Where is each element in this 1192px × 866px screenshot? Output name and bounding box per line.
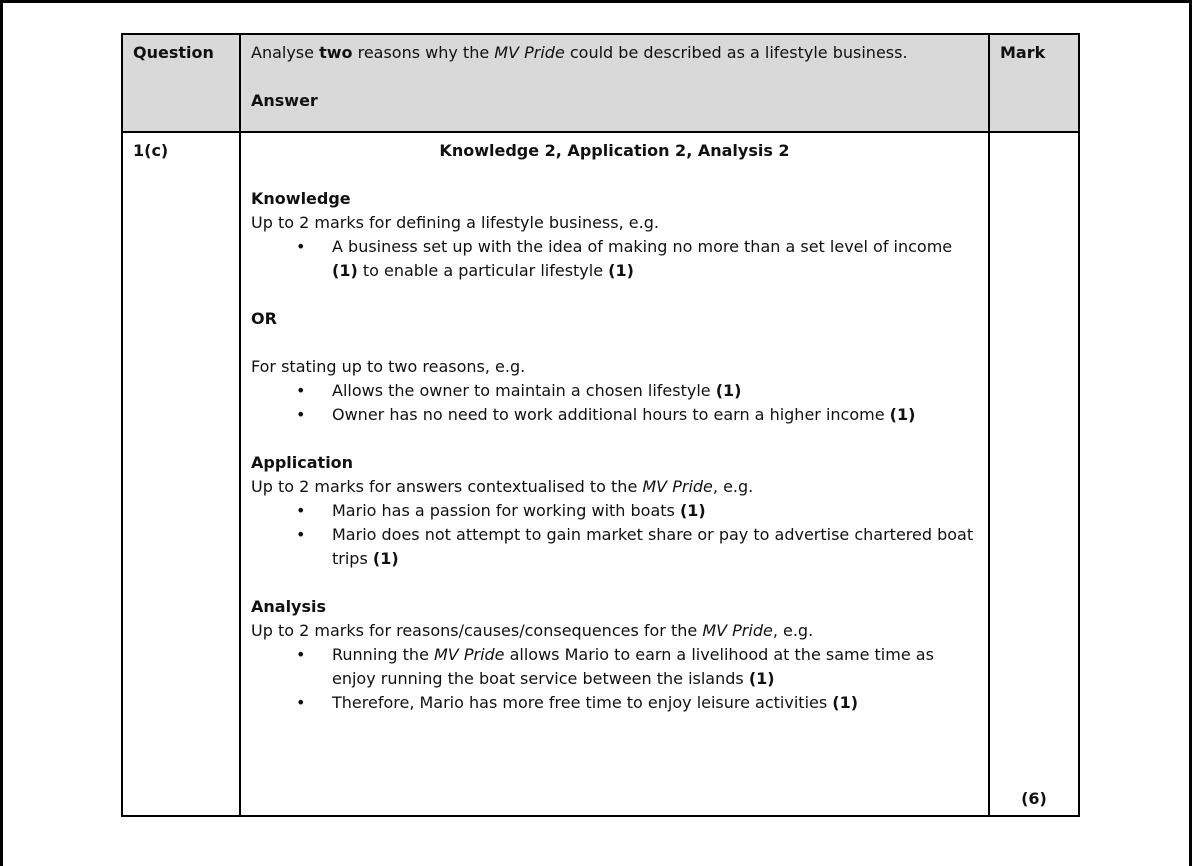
centered-heading [251,139,978,163]
text-segment: , e.g. [712,477,754,496]
bullet-text [332,691,978,715]
text-segment: to enable a particular lifestyle [357,261,609,280]
text-segment: Mario has a passion for working with boats [332,501,680,520]
bullet-text [332,643,978,691]
text-segment: , e.g. [772,621,814,640]
text-segment: A business set up with the idea of making no more than a set level of income [332,237,953,256]
text-segment: OR [251,309,277,328]
text-segment: (1) [608,261,634,280]
paragraph [251,619,978,643]
text-segment: Analysis [251,597,327,616]
text-segment: MV Pride [434,645,505,664]
markscheme-table [121,33,1080,817]
mark-header-cell [989,34,1079,132]
question-number: 1(c) [133,141,169,160]
blank-line [251,331,978,355]
bullet-item [251,403,978,427]
table-body-row [122,132,1079,816]
text-segment: Analyse [251,43,320,62]
text-segment: (1) [832,693,859,712]
bullet-icon: • [296,645,306,664]
text-segment: could be described as a lifestyle business. [564,43,908,62]
text-segment: Therefore, Mario has more free time to enjoy leisure activities [332,693,833,712]
paragraph [251,187,978,211]
bullet-item [251,379,978,403]
text-segment: (1) [332,261,358,280]
bullet-item [251,499,978,523]
bullet-text [332,235,978,283]
text-segment: (1) [372,549,399,568]
bullet-text [332,403,978,427]
text-segment: Allows the owner to maintain a chosen lifestyle [332,381,716,400]
text-segment: MV Pride [642,477,713,496]
text-segment: (1) [715,381,742,400]
bullet-icon: • [296,693,306,712]
mark-value-cell [989,132,1079,816]
text-segment: For stating up to two reasons, e.g. [251,357,526,376]
bullet-icon: • [296,525,306,544]
bullet-item [251,643,978,691]
answer-scheme-cell [240,132,989,816]
paragraph [251,451,978,475]
text-segment: MV Pride [702,621,773,640]
answer-scheme-blocks [251,139,978,715]
paragraph [251,211,978,235]
blank-line [251,571,978,595]
question-header-cell [122,34,240,132]
text-segment: Knowledge [251,189,351,208]
paragraph [251,475,978,499]
blank-line [251,427,978,451]
bullet-item [251,523,978,571]
bullet-text [332,523,978,571]
question-number-cell [122,132,240,816]
text-segment: Running the [332,645,434,664]
bullet-text [332,499,978,523]
text-segment: Owner has no need to work additional hours to earn a higher income [332,405,890,424]
paragraph [251,307,978,331]
paragraph [251,89,978,113]
text-segment: Up to 2 marks for answers contextualised to the [251,477,643,496]
prompt-blocks [251,41,978,113]
text-segment: MV Pride [494,43,565,62]
text-segment: allows Mario to earn a livelihood at the same time as enjoy running the boat service between the islands [332,645,934,688]
blank-line [251,283,978,307]
mark-value: (6) [1021,789,1047,808]
blank-line [251,65,978,89]
bullet-icon: • [296,501,306,520]
bullet-item [251,691,978,715]
blank-line [251,163,978,187]
question-header-label: Question [133,43,214,62]
text-segment: Mario does not attempt to gain market share or pay to advertise chartered boat trips [332,525,974,568]
paragraph [251,595,978,619]
bullet-item [251,235,978,283]
text-segment: Answer [251,91,318,110]
paragraph [251,41,978,65]
text-segment: (1) [748,669,775,688]
text-segment: Up to 2 marks for reasons/causes/consequences for the [251,621,703,640]
text-segment: two [319,43,353,62]
text-segment: Application [251,453,354,472]
bullet-icon: • [296,381,306,400]
prompt-cell [240,34,989,132]
text-segment: Up to 2 marks for defining a lifestyle business, e.g. [251,213,659,232]
mark-header-label: Mark [1000,43,1046,62]
paragraph [251,355,978,379]
text-segment: (1) [679,501,706,520]
bullet-icon: • [296,405,306,424]
text-segment: (1) [889,405,916,424]
text-segment: reasons why the [352,43,495,62]
bullet-icon: • [296,237,306,256]
bullet-text [332,379,978,403]
text-segment: Knowledge 2, Application 2, Analysis 2 [439,141,790,160]
table-header-row [122,34,1079,132]
